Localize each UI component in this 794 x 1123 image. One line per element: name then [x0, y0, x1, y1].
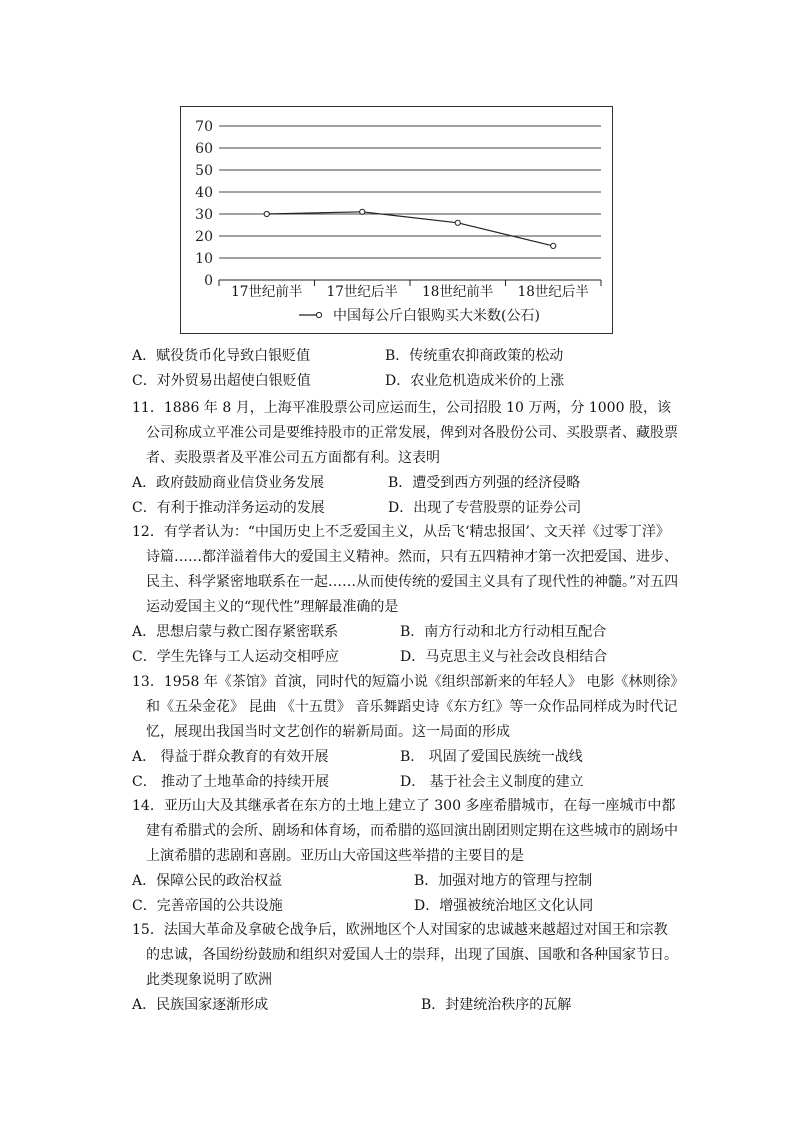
question-13 — [132, 670, 680, 795]
series-line — [267, 212, 554, 246]
options-row — [132, 745, 680, 770]
options-row — [132, 645, 680, 670]
options-row — [132, 894, 680, 919]
option-c: C．对外贸易出超使白银贬值 — [132, 373, 311, 389]
option-b: B．封建统治秩序的瓦解 — [421, 997, 572, 1013]
options-row — [132, 471, 680, 496]
option-b: B．南方行动和北方行动相互配合 — [400, 624, 607, 640]
line-chart — [181, 107, 614, 335]
option-b: B． 巩固了爱国民族统一战线 — [400, 749, 583, 765]
question-stem: 14．亚历山大及其继承者在东方的土地上建立了 300 多座希腊城市，在每一座城市中都建有希腊式的会所、剧场和体育场，而希腊的巡回演出剧团则定期在这些城市的剧场中上演希腊的悲剧和喜剧。亚历山大帝国这些举措的主要目的是 — [132, 798, 678, 864]
option-c: C．学生先锋与工人运动交相呼应 — [132, 649, 339, 665]
option-a: A．赋役货币化导致白银贬值 — [132, 348, 311, 364]
option-b: B．传统重农抑商政策的松动 — [385, 348, 564, 364]
options-row — [132, 869, 680, 894]
option-a: A．思想启蒙与救亡图存紧密联系 — [132, 624, 339, 640]
x-tick-label: 18世纪前半 — [422, 284, 494, 300]
question-12 — [132, 520, 680, 670]
option-a: A．保障公民的政治权益 — [132, 873, 283, 889]
y-tick-label: 50 — [195, 163, 213, 179]
option-b: B．加强对地方的管理与控制 — [414, 873, 593, 889]
option-b: B．遭受到西方列强的经济侵略 — [388, 475, 581, 491]
legend-label: 中国每公斤白银购买大米数(公石) — [333, 308, 540, 324]
y-tick-label: 40 — [195, 185, 213, 201]
question-stem: 15．法国大革命及拿破仑战争后，欧洲地区个人对国家的忠诚越来越超过对国王和宗教的忠诚，各国纷纷鼓励和组织对爱国人士的崇拜，出现了国旗、国歌和各种国家节日。此类现象说明了欧洲 — [132, 922, 678, 988]
data-point — [360, 209, 365, 214]
options-row — [132, 344, 680, 369]
y-tick-label: 10 — [195, 251, 213, 267]
data-point — [264, 211, 269, 216]
option-a: A． 得益于群众教育的有效开展 — [132, 749, 329, 765]
options-row — [132, 369, 680, 394]
option-a: A．民族国家逐渐形成 — [132, 997, 269, 1013]
question-15 — [132, 918, 680, 1018]
option-d: D．马克思主义与社会改良相结合 — [400, 649, 608, 665]
options-row — [132, 770, 680, 795]
question-11 — [132, 396, 680, 521]
y-tick-label: 60 — [195, 141, 213, 157]
option-c: C．完善帝国的公共设施 — [132, 898, 283, 914]
question-14 — [132, 794, 680, 919]
option-d: D． 基于社会主义制度的建立 — [400, 774, 584, 790]
y-tick-label: 0 — [204, 273, 213, 289]
options-row — [132, 620, 680, 645]
options-row — [132, 496, 680, 521]
data-point — [551, 243, 556, 248]
x-tick-label: 17世纪前半 — [231, 284, 303, 300]
y-tick-label: 30 — [195, 207, 213, 223]
x-tick-label: 17世纪后半 — [326, 284, 398, 300]
options-row — [132, 993, 680, 1018]
option-d: D．农业危机造成米价的上涨 — [385, 373, 565, 389]
question-stem: 13．1958 年《茶馆》首演，同时代的短篇小说《组织部新来的年轻人》 电影《林则徐》和《五朵金花》 昆曲 《十五贯》 音乐舞蹈史诗《东方红》等一众作品同样成为时代记忆，展现出我国当时文艺创作的崭新局面。这一局面的形成 — [132, 674, 678, 740]
data-point — [455, 220, 460, 225]
legend-marker — [316, 312, 321, 317]
x-tick-label: 18世纪后半 — [517, 284, 589, 300]
question-10 — [132, 344, 680, 394]
y-tick-label: 70 — [195, 119, 213, 135]
option-d: D．增强被统治地区文化认同 — [414, 898, 594, 914]
option-c: C．有利于推动洋务运动的发展 — [132, 500, 325, 516]
question-stem: 12．有学者认为：“中国历史上不乏爱国主义，从岳飞‘精忠报国’、文天祥《过零丁洋》诗篇……都洋溢着伟大的爱国主义精神。然而，只有五四精神才第一次把爱国、进步、民主、科学紧密地联系在一起……从而使传统的爱国主义具有了现代性的神髓。”对五四运动爱国主义的“现代性”理解最准确的是 — [132, 524, 679, 615]
rice-silver-chart — [180, 106, 613, 334]
option-c: C． 推动了土地革命的持续开展 — [132, 774, 330, 790]
y-tick-label: 20 — [195, 229, 213, 245]
question-stem: 11．1886 年 8 月，上海平准股票公司应运而生，公司招股 10 万两，分 1000 股，该公司称成立平准公司是要维持股市的正常发展，俾到对各股份公司、买股票者、藏股票者、卖股票者及平准公司五方面都有利。这表明 — [132, 400, 678, 466]
option-a: A．政府鼓励商业信贷业务发展 — [132, 475, 325, 491]
option-d: D．出现了专营股票的证券公司 — [388, 500, 582, 516]
